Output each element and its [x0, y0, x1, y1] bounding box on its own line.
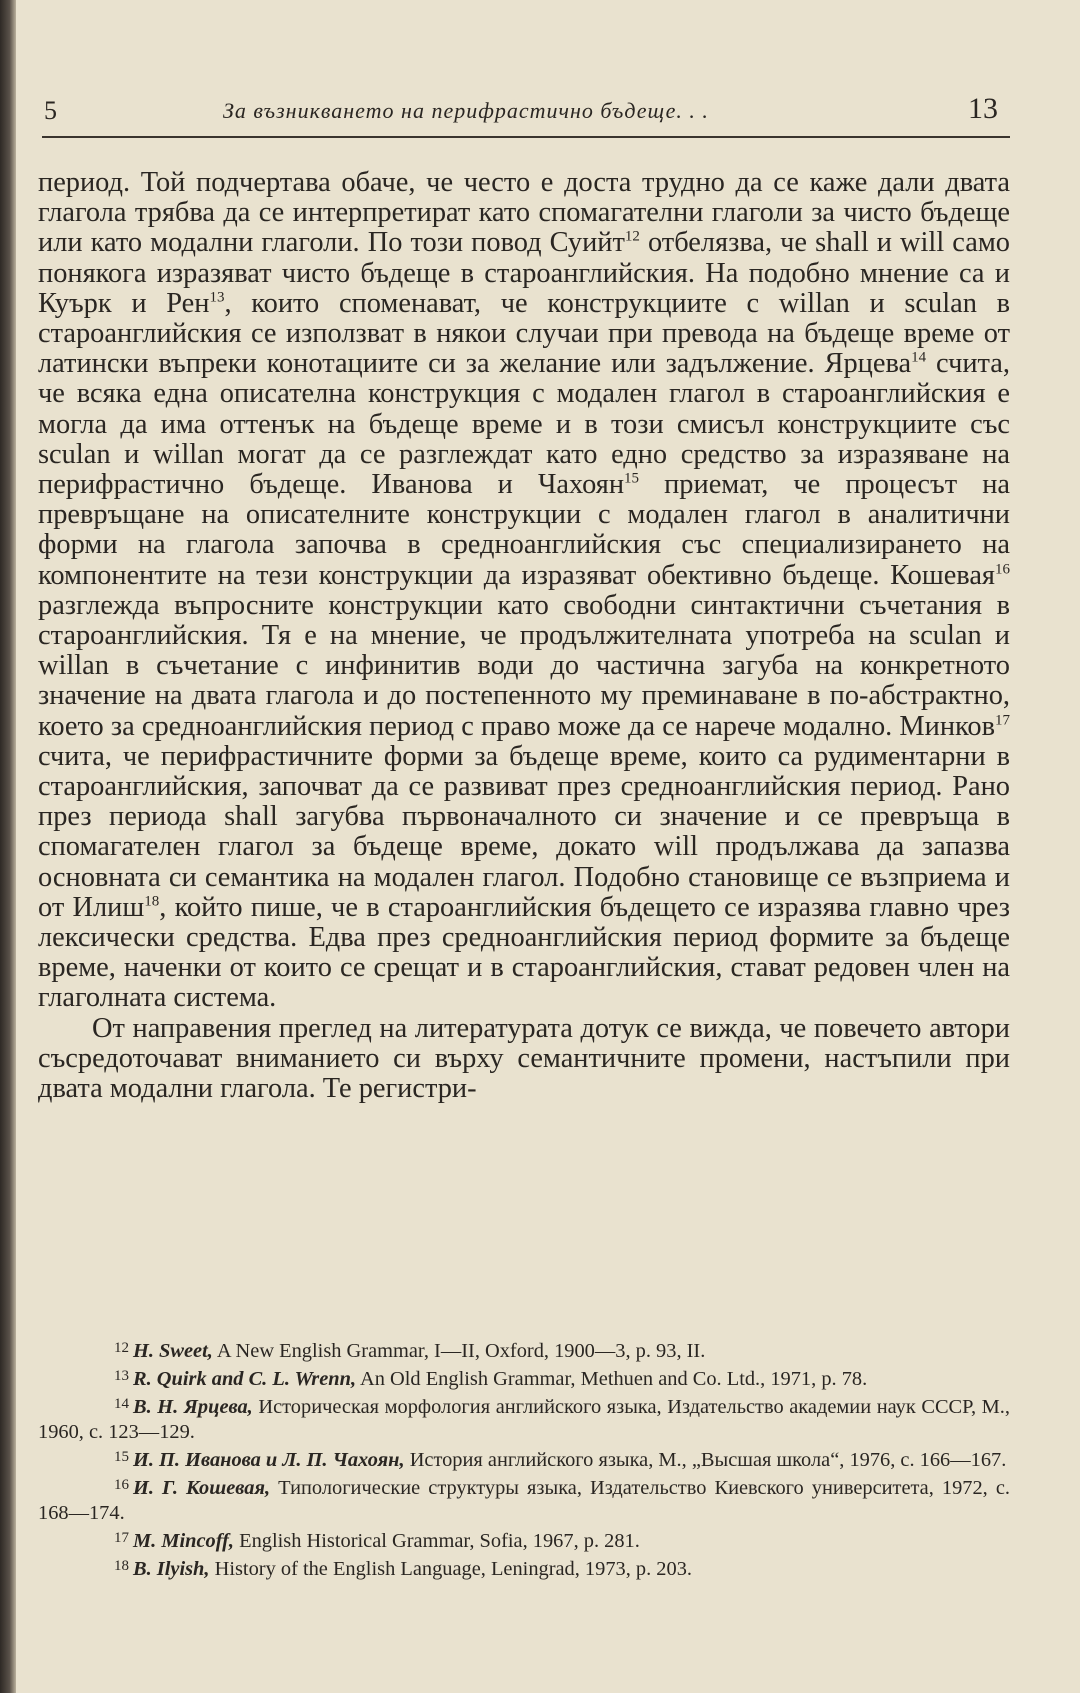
footnote-14: [38, 1392, 1010, 1445]
page-number: 13: [968, 92, 998, 125]
footnote-number: 14: [114, 1396, 129, 1412]
footnote-ref: 13: [209, 289, 225, 306]
book-page: [38, 0, 1038, 1693]
footnote-ref: 16: [995, 561, 1010, 578]
footnote-number: 15: [114, 1449, 129, 1465]
footnote-text: A New English Grammar, I—II, Oxford, 1900—3, p. 93, II.: [212, 1340, 706, 1362]
footnote-15: [38, 1445, 1010, 1473]
footnote-author: В. Н. Ярцева,: [133, 1396, 253, 1418]
footnote-number: 16: [114, 1477, 129, 1493]
chapter-number: 5: [44, 96, 57, 125]
running-title: За възникването на перифрастично бъдеще. . .: [223, 98, 709, 123]
footnote-ref: 14: [911, 349, 927, 366]
footnote-author: M. Mincoff,: [133, 1530, 235, 1552]
footnote-12: [38, 1336, 1010, 1364]
header-rule: [42, 136, 1010, 138]
paragraph-text: счита, че перифрастичните форми за бъдеще време, които са рудиментарни в староанглийския, започват да се развиват през средноанглийския период. Рано през периода shall загубва първоначалното си значение и се превръща в спомагателен глагол за бъдеще време, докато will продължава да запазва основната си семантика на модален глагол. Подобно становище се възприема и от Илиш: [38, 740, 1010, 923]
footnote-text: An Old English Grammar, Methuen and Co. Ltd., 1971, p. 78.: [356, 1368, 868, 1390]
footnote-ref: 12: [624, 228, 640, 245]
paragraph-2: От направения преглед на литературата дотук се вижда, че повечето автори съсредоточават вниманието си върху семантичните промени, настъпили при двата модални глагола. Те регистри-: [38, 1012, 1010, 1105]
paragraph-text: , които споменават, че конструкциите с willan и sculan в староанглийския се използват в някои случаи при превода на бъдеще време от латински въпреки конотациите си за желание или задължение. Ярцева: [38, 287, 1011, 380]
paragraph-text: счита, че всяка една описателна конструкция с модален глагол в староанглийския е могла да има оттенък на бъдеще време и в този смисъл конструкциите със sculan и willan могат да се разглеждат като едно средство за изразяване на перифрастично бъдеще. Иванова и Чахоян: [38, 348, 1010, 501]
footnote-author: B. Ilyish,: [133, 1558, 210, 1580]
footnote-ref: 17: [995, 712, 1010, 729]
footnote-text: Типологические структуры языка, Издательство Киевского университета, 1972, с. 168—174.: [38, 1477, 1010, 1524]
body-text: [38, 168, 1010, 1104]
footnote-ref: 18: [144, 893, 160, 910]
footnote-number: 18: [114, 1558, 129, 1574]
footnote-18: [38, 1554, 1010, 1582]
footnote-17: [38, 1526, 1010, 1554]
footnote-author: И. Г. Кошевая,: [133, 1477, 271, 1499]
footnote-text: Историческая морфология английского языка, Издательство академии наук СССР, М., 1960, с. 123—129.: [38, 1396, 1010, 1443]
footnote-author: И. П. Иванова и Л. П. Чахоян,: [133, 1449, 405, 1471]
footnote-number: 17: [114, 1530, 129, 1546]
footnote-number: 13: [114, 1368, 129, 1384]
footnotes: [38, 1336, 1010, 1582]
footnote-16: [38, 1473, 1010, 1526]
footnote-number: 12: [114, 1340, 129, 1356]
footnote-13: [38, 1364, 1010, 1392]
paragraph-text: приемат, че процесът на превръщане на описателните конструкции с модален глагол в аналитични форми на глагола започва в средноанглийския със специализирането на компонентите на тези конструкции да изразяват обективно бъдеще. Кошевая: [38, 469, 1010, 591]
paragraph-text: отбелязва, че shall и will само понякога изразяват чисто бъдеще в староанглийския. На подобно мнение са и Куърк и Рен: [38, 227, 1010, 319]
footnote-ref: 15: [624, 470, 640, 487]
footnote-text: История английского языка, М., „Высшая школа“, 1976, с. 166—167.: [404, 1449, 1007, 1471]
book-spine-shadow: [0, 0, 16, 1693]
running-header: [38, 92, 1018, 132]
footnote-text: English Historical Grammar, Sofia, 1967, p. 281.: [234, 1530, 640, 1552]
paragraph-text: период. Той подчертава обаче, че често е доста трудно да се каже дали двата глагола трябва да се интерпретират като спомагателни глаголи за чисто бъдеще или като модални глаголи. По този повод Суийт: [38, 167, 1010, 259]
paragraph-text: , който пише, че в староанглийския бъдещето се изразява главно чрез лексически средства. Едва през средноанглийския период формите за бъдеще време, наченки от които се срещат и в староанглийския, стават редовен член на глаголната система.: [38, 891, 1010, 1014]
paragraph-text: разглежда въпросните конструкции като свободни синтактични съчетания в староанглийския. Тя е на мнение, че продължителната употреба на sculan и willan в съчетание с инфинитив води до частична загуба на конкретното значение на двата глагола и до постепенното му преминаване в по-абстрактно, което за средноанглийския период с право може да се нарече модално. Минков: [38, 589, 1010, 742]
footnote-author: R. Quirk and C. L. Wrenn,: [133, 1368, 357, 1390]
footnote-text: History of the English Language, Leningrad, 1973, p. 203.: [209, 1558, 692, 1580]
paragraph-1: [38, 168, 1010, 1014]
footnote-author: H. Sweet,: [133, 1340, 213, 1362]
